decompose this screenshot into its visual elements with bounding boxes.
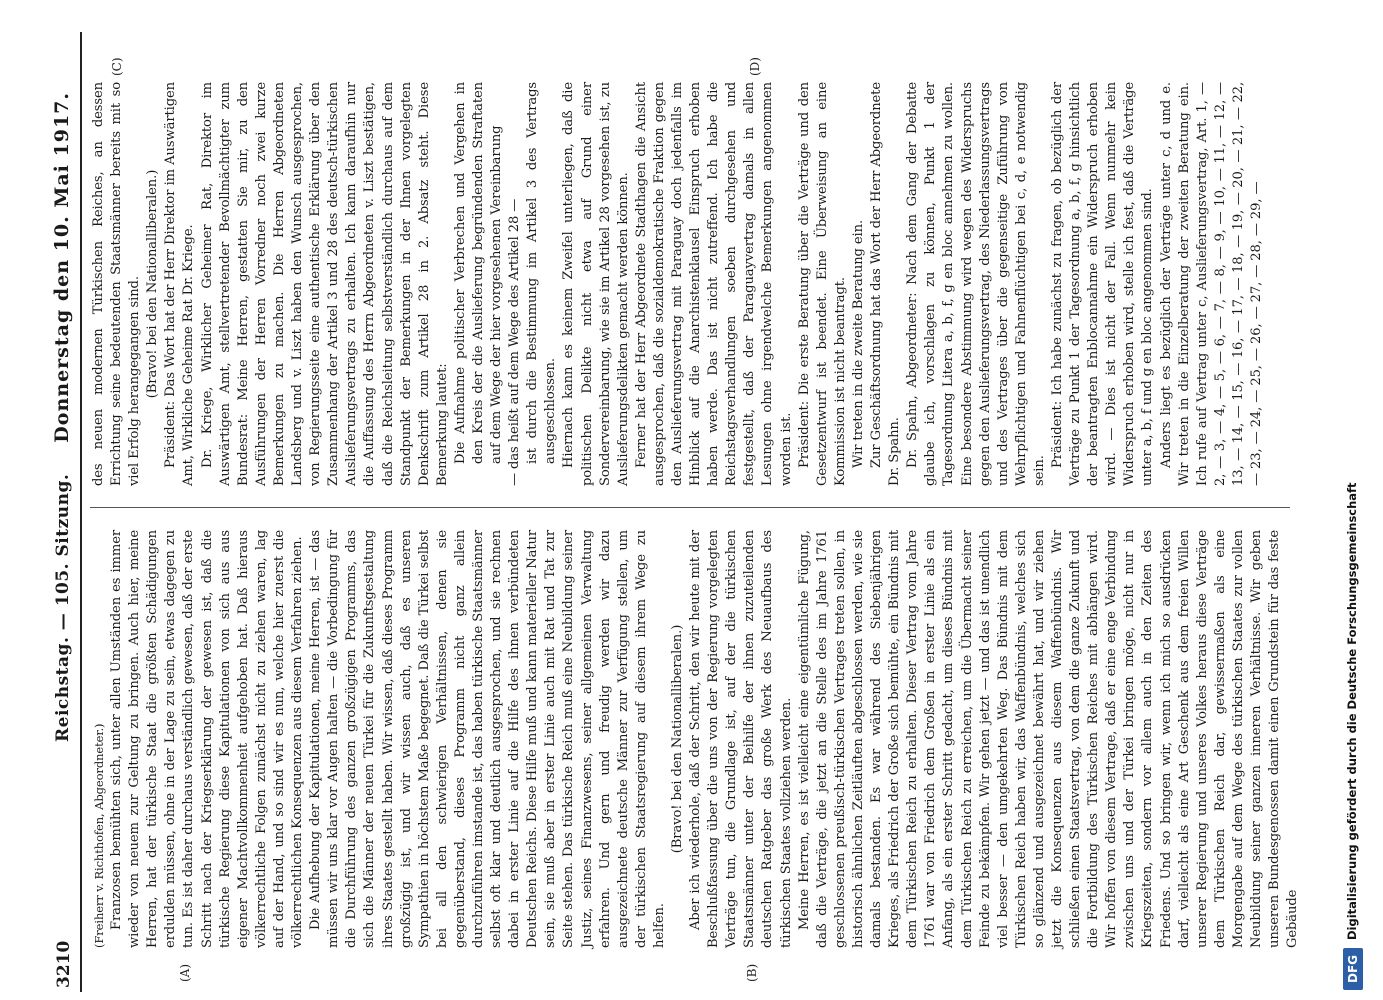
paragraph: Meine Herren, es ist vielleicht eine eigentümliche Fügung, daß die Verträge, die jetzt an die Stelle des im Jahre 1761 geschlossenen preußisch-türkischen Vertrages treten sollen, in historisch ähnlichen Zeitläuften abgeschlossen werden, wie sie damals bestanden. Es war während des Siebenjährigen Krieges, als Friedrich der Große sich bemühte, ein Bündnis mit dem Türkischen Reich zu erhalten. Dieser Vertrag vom Jahre 1761 war von Friedrich dem Großen in erster Linie als ein Anfang, als ein erster Schritt gedacht, um dieses Bündnis mit dem Türkischen Reich zu erreichen, um die Übermacht seiner Feinde zu bekämpfen. Wir gehen jetzt — und das ist unendlich viel besser — den umgekehrten Weg. Das Bündnis mit dem Türkischen Reich haben wir, das Waffenbündnis, welches sich so glänzend und ausgezeichnet bewährt hat, und wir ziehen jetzt die Konsequenzen aus diesem Waffenbündnis. Wir schließen einen Staatsvertrag, von dem die ganze Zukunft und die Fortbildung des Türkischen Reiches mit abhängen wird. Wir hoffen von diesem Vertrage, daß er eine enge Verbindung zwischen uns und der Türkei bringen möge, nicht nur in Kriegszeiten, sondern vor allem auch in den Zeiten des Friedens. Und so bringen wir, wenn ich mich so ausdrücken darf, vielleicht als eine Art Geschenk aus dem freien Willen unserer Regierung und unseres Volkes heraus diese Verträge dem Türkischen Reich dar, gewissermaßen als eine Morgengabe auf dem Wege des türkischen Staates zur vollen Neubildung seiner ganzen inneren Verhältnisse. Wir geben unseren Bundesgenossen damit einen Grundstein für das feste Gebäude <box>796 530 1301 948</box>
applause-note: (Bravo! bei den Nationalliberalen.) <box>670 624 685 854</box>
margin-marker-a: (A) <box>178 963 192 982</box>
president-statement: Präsident: Das Wort hat der Herr Direktor im Auswärtigen Amt, Wirkliche Geheime Rat Dr. Kriege. <box>163 82 197 486</box>
dfg-logo-icon: DFG <box>1343 948 1363 990</box>
paragraph: Die Aufhebung der Kapitulationen, meine Herren, ist — das müssen wir uns klar vor Augen halten — die Vorbedingung für die Durchführung des ganzen großzügigen Programms, das sich die Männer der neuen Türkei für die Zukunftsgestaltung ihres Staates gestellt haben. Wir wissen, daß dieses Programm großzügig ist, und wir wissen auch, daß es unseren Sympathien in höchstem Maße begegnet. Daß die Türkei selbst bei all den schwierigen Verhältnissen, denen sie gegenüberstand, dieses Programm nicht ganz allein durchzuführen imstande ist, das haben türkische Staatsmänner selbst oft klar und deutlich ausgesprochen, und sie rechnen dabei in erster Linie auf die Hilfe des ihnen verbündeten Deutschen Reichs. Diese Hilfe muß und kann materieller Natur sein, sie muß aber in erster Linie auch mit Rat und Tat zur Seite stehen. Das türkische Reich muß eine Neubildung seiner Justiz, seines Finanzwesens, seiner allgemeinen Verwaltung erfahren. Und gern und freudig werden wir dazu ausgezeichnete deutsche Männer zur Verfügung stellen, um der türkischen Staatsregierung auf diesem ihrem Wege zu helfen. <box>308 530 667 948</box>
page-number: 3210 <box>54 940 74 988</box>
session-date: Donnerstag den 10. Mai 1917. <box>51 92 73 443</box>
president-statement: Präsident: Ich habe zunächst zu fragen, ob bezüglich der Verträge zu Punkt 1 der Tagesordnung a, b, f, g hinsichtlich der beantragten Enblocannahme ein Widerspruch erhoben wird. — Dies ist nicht der Fall. Wenn nunmehr kein Widerspruch erhoben wird, stelle ich fest, daß die Verträge unter a, b, f und g en bloc angenommen sind. <box>1049 82 1156 486</box>
president-statement: Präsident: Die erste Beratung über die Verträge und den Gesetzentwurf ist beendet. Eine Überweisung an eine Kommission ist nicht beantragt. <box>796 82 848 486</box>
margin-marker-d: (D) <box>748 57 762 76</box>
speaker-statement: Dr. Kriege, Wirklicher Geheimer Rat, Direktor im Auswärtigen Amt, stellvertretender Bevollmächtigter zum Bundesrat: Meine Herren, gestatten Sie mir, zu den Ausführungen der Herren Vorredner noch zwei kurze Bemerkungen zu machen. Die Herren Abgeordneten Landsberg und v. Liszt haben den Wunsch ausgesprochen, von Regierungsseite eine authentische Erklärung über den Zusammenhang der Artikel 3 und 28 des deutsch-türkischen Auslieferungsvertrags zu erhalten. Ich kann daraufhin nur die Auffassung des Herrn Abgeordneten v. Liszt bestätigen, daß die Reichsleitung selbstverständlich durchaus auf dem Standpunkt der Bemerkungen in der Ihnen vorgelegten Denkschrift zum Artikel 28 in 2. Absatz steht. Diese Bemerkung lautet: <box>199 82 450 486</box>
newspaper-page <box>50 32 1300 992</box>
paragraph: Ferner hat der Herr Abgeordnete Stadthagen die Ansicht ausgesprochen, daß die sozialdemokratische Fraktion gegen den Auslieferungsvertrag mit Paraguay doch jedenfalls im Hinblick auf die Anarchistenklausel Einspruch erhoben haben werde. Das ist nicht zutreffend. Ich habe die Reichstagsverhandlungen soeben durchgesehen und festgestellt, daß der Paraguayvertrag damals in allen Lesungen ohne irgendwelche Bemerkungen angenommen worden ist. <box>633 82 794 486</box>
credit-text: Digitalisierung gefördert durch die Deutsche Forschungsgemeinschaft <box>1345 482 1359 940</box>
paragraph: Franzosen bemühten sich, unter allen Umständen es immer wieder von neuem zur Geltung zu bringen. Auch hier, meine Herren, hat der türkische Staat die größten Schädigungen erdulden müssen, ohne in der Lage zu sein, etwas dagegen zu tun. Es ist daher durchaus verständlich gewesen, daß der erste Schritt nach der Kriegserklärung der gewesen ist, daß die türkische Regierung diese Kapitulationen von sich aus aus eigener Machtvollkommenheit aufgehoben hat. Daß hieraus völkerrechtliche Folgen zunächst nicht zu ziehen waren, lag auf der Hand, und so sind wir es nun, welche hier zuerst die völkerrechtlichen Konsequenzen aus diesem Verfahren ziehen. <box>109 530 306 948</box>
paragraph: Hiernach kann es keinem Zweifel unterliegen, daß die politischen Delikte nicht etwa auf Grund einer Sondervereinbarung, wie sie im Artikel 28 vorgesehen ist, zu Auslieferungsdelikten gemacht werden können. <box>561 82 631 486</box>
margin-marker-b: (B) <box>745 963 759 982</box>
paragraph: des neuen modernen Türkischen Reiches, an dessen Errichtung seine bedeutenden Staatsmänner bereits mit so viel Erfolg herangegangen sind. <box>91 82 143 486</box>
paragraph: Anders liegt es bezüglich der Verträge unter c, d und e. Wir treten in die Einzelberatung der zweiten Beratung ein. Ich rufe auf Vertrag unter c, Auslieferungsvertrag, Art. 1, — 2, — 3, — 4, — 5, — 6, — 7, — 8, — 9, — 10, — 11, — 12, — 13, — 14, — 15, — 16, — 17, — 18, — 19, — 20, — 21, — 22, — 23, — 24, — 25, — 26, — 27, — 28, — 29, — <box>1158 82 1264 486</box>
applause-note: (Bravo! bei den Nationalliberalen.) <box>145 169 161 399</box>
paragraph: Wir treten in die zweite Beratung ein. <box>850 219 866 468</box>
speaker-statement: Dr. Spahn, Abgeordneter: Nach dem Gang der Debatte glaube ich, vorschlagen zu können, Punkt 1 der Tagesordnung Litera a, b, f, g en bloc annehmen zu wollen. Eine besondere Abstimmung wird wegen des Widerspruchs gegen den Auslieferungsvertrag, des Niederlassungsvertrags und des Vertrages über die gegenseitige Zuführung von Wehrpflichtigen und Fahnenflüchtigen bei c, d, e notwendig sein. <box>905 82 1047 486</box>
paragraph: Aber ich wiederhole, daß der Schritt, den wir heute mit der Beschlußfassung über die uns von der Regierung vorgelegten Verträge tun, die Grundlage ist, auf der die türkischen Staatsmänner unter der Beihilfe der ihnen zuzuteilenden deutschen Ratgeber das große Werk des Neuaufbaus des türkischen Staates vollziehen werden. <box>688 530 794 948</box>
column-divider <box>90 507 1290 508</box>
quoted-text: Die Aufnahme politischer Verbrechen und Vergehen in den Kreis der die Auslieferung begründenden Straftaten auf dem Wege der hier vorgesehenen Vereinbarung <box>452 82 505 464</box>
digitization-credit <box>1335 12 1369 992</box>
margin-marker-c: (C) <box>110 57 124 76</box>
page-header <box>50 32 82 992</box>
interjection: — das heißt auf dem Wege des Artikel 28 — <box>507 198 523 486</box>
quoted-text: ist durch die Bestimmung im Artikel 3 des Vertrags ausgeschlossen. <box>525 82 559 464</box>
left-column <box>90 530 1301 948</box>
session-title: Reichstag. — 105. Sitzung. <box>53 473 73 742</box>
speaker-continuation: (Freiherr v. Richthofen, Abgeordneter.) <box>92 723 106 948</box>
right-column <box>90 82 1290 486</box>
paragraph: Zur Geschäftsordnung hat das Wort der Herr Abgeordnete Dr. Spahn. <box>869 82 903 486</box>
